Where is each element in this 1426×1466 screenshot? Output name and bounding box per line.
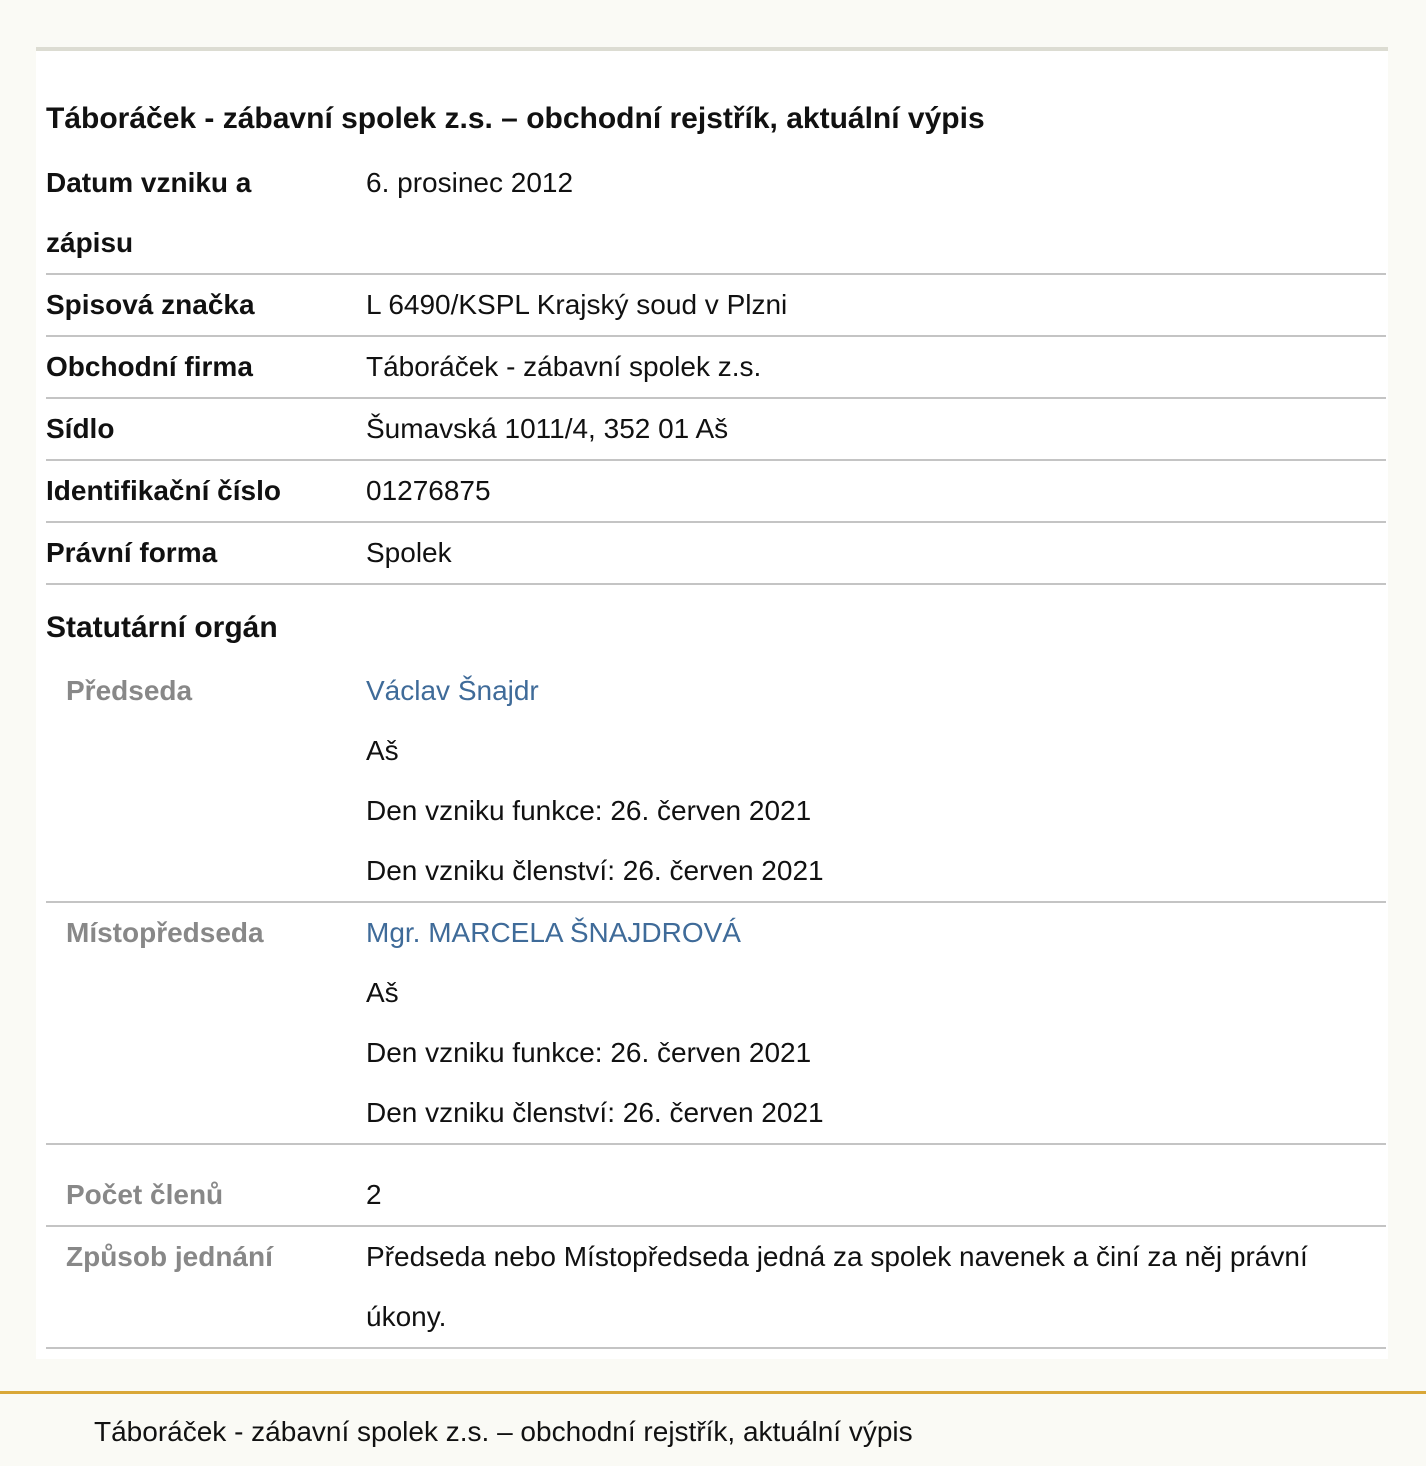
field-row-file-number (46, 275, 1386, 337)
field-row-founding-date (46, 153, 1386, 275)
member-city: Aš (366, 735, 399, 766)
field-label: Identifikační číslo (46, 475, 281, 506)
field-value: Táboráček - zábavní spolek z.s. (366, 351, 762, 382)
page-title: Táboráček - zábavní spolek z.s. – obchodní rejstřík, aktuální výpis (46, 102, 985, 135)
acting-method-line: úkony. (366, 1301, 447, 1332)
statutory-body-heading: Statutární orgán (46, 611, 278, 644)
statutory-member-row (46, 903, 1386, 1145)
member-count-label: Počet členů (66, 1179, 224, 1210)
field-value: 01276875 (366, 475, 491, 506)
member-details (366, 903, 1386, 1143)
member-membership-start: Den vzniku členství: 26. červen 2021 (366, 1097, 824, 1128)
field-label: Datum vzniku a zápisu (46, 167, 252, 258)
member-name-link[interactable]: Mgr. MARCELA ŠNAJDROVÁ (366, 917, 741, 948)
member-role: Předseda (66, 675, 193, 706)
member-count-row (46, 1145, 1386, 1227)
field-value: 6. prosinec 2012 (366, 167, 574, 198)
field-row-company-id (46, 461, 1386, 523)
field-row-legal-form (46, 523, 1386, 585)
field-label: Spisová značka (46, 289, 255, 320)
footer-title: Táboráček - zábavní spolek z.s. – obchodní rejstřík, aktuální výpis (94, 1416, 913, 1447)
field-label: Sídlo (46, 413, 115, 444)
acting-method-row (46, 1227, 1386, 1349)
field-label: Obchodní firma (46, 351, 253, 382)
member-city: Aš (366, 977, 399, 1008)
acting-method-value (366, 1227, 1386, 1347)
member-membership-start: Den vzniku členství: 26. červen 2021 (366, 855, 824, 886)
registry-extract-card (36, 51, 1388, 1359)
statutory-member-row (46, 661, 1386, 903)
member-name-link[interactable]: Václav Šnajdr (366, 675, 539, 706)
member-count-value: 2 (366, 1179, 382, 1210)
field-row-company-name (46, 337, 1386, 399)
field-value: Spolek (366, 537, 452, 568)
acting-method-line: Předseda nebo Místopředseda jedná za spolek navenek a činí za něj právní (366, 1241, 1308, 1272)
field-value: Šumavská 1011/4, 352 01 Aš (366, 413, 729, 444)
field-label: Právní forma (46, 537, 218, 568)
member-details (366, 661, 1386, 901)
member-function-start: Den vzniku funkce: 26. červen 2021 (366, 795, 812, 826)
footer-divider (0, 1391, 1426, 1394)
field-value: L 6490/KSPL Krajský soud v Plzni (366, 289, 788, 320)
member-function-start: Den vzniku funkce: 26. červen 2021 (366, 1037, 812, 1068)
acting-method-label: Způsob jednání (66, 1241, 273, 1272)
field-row-address (46, 399, 1386, 461)
member-role: Místopředseda (66, 917, 264, 948)
